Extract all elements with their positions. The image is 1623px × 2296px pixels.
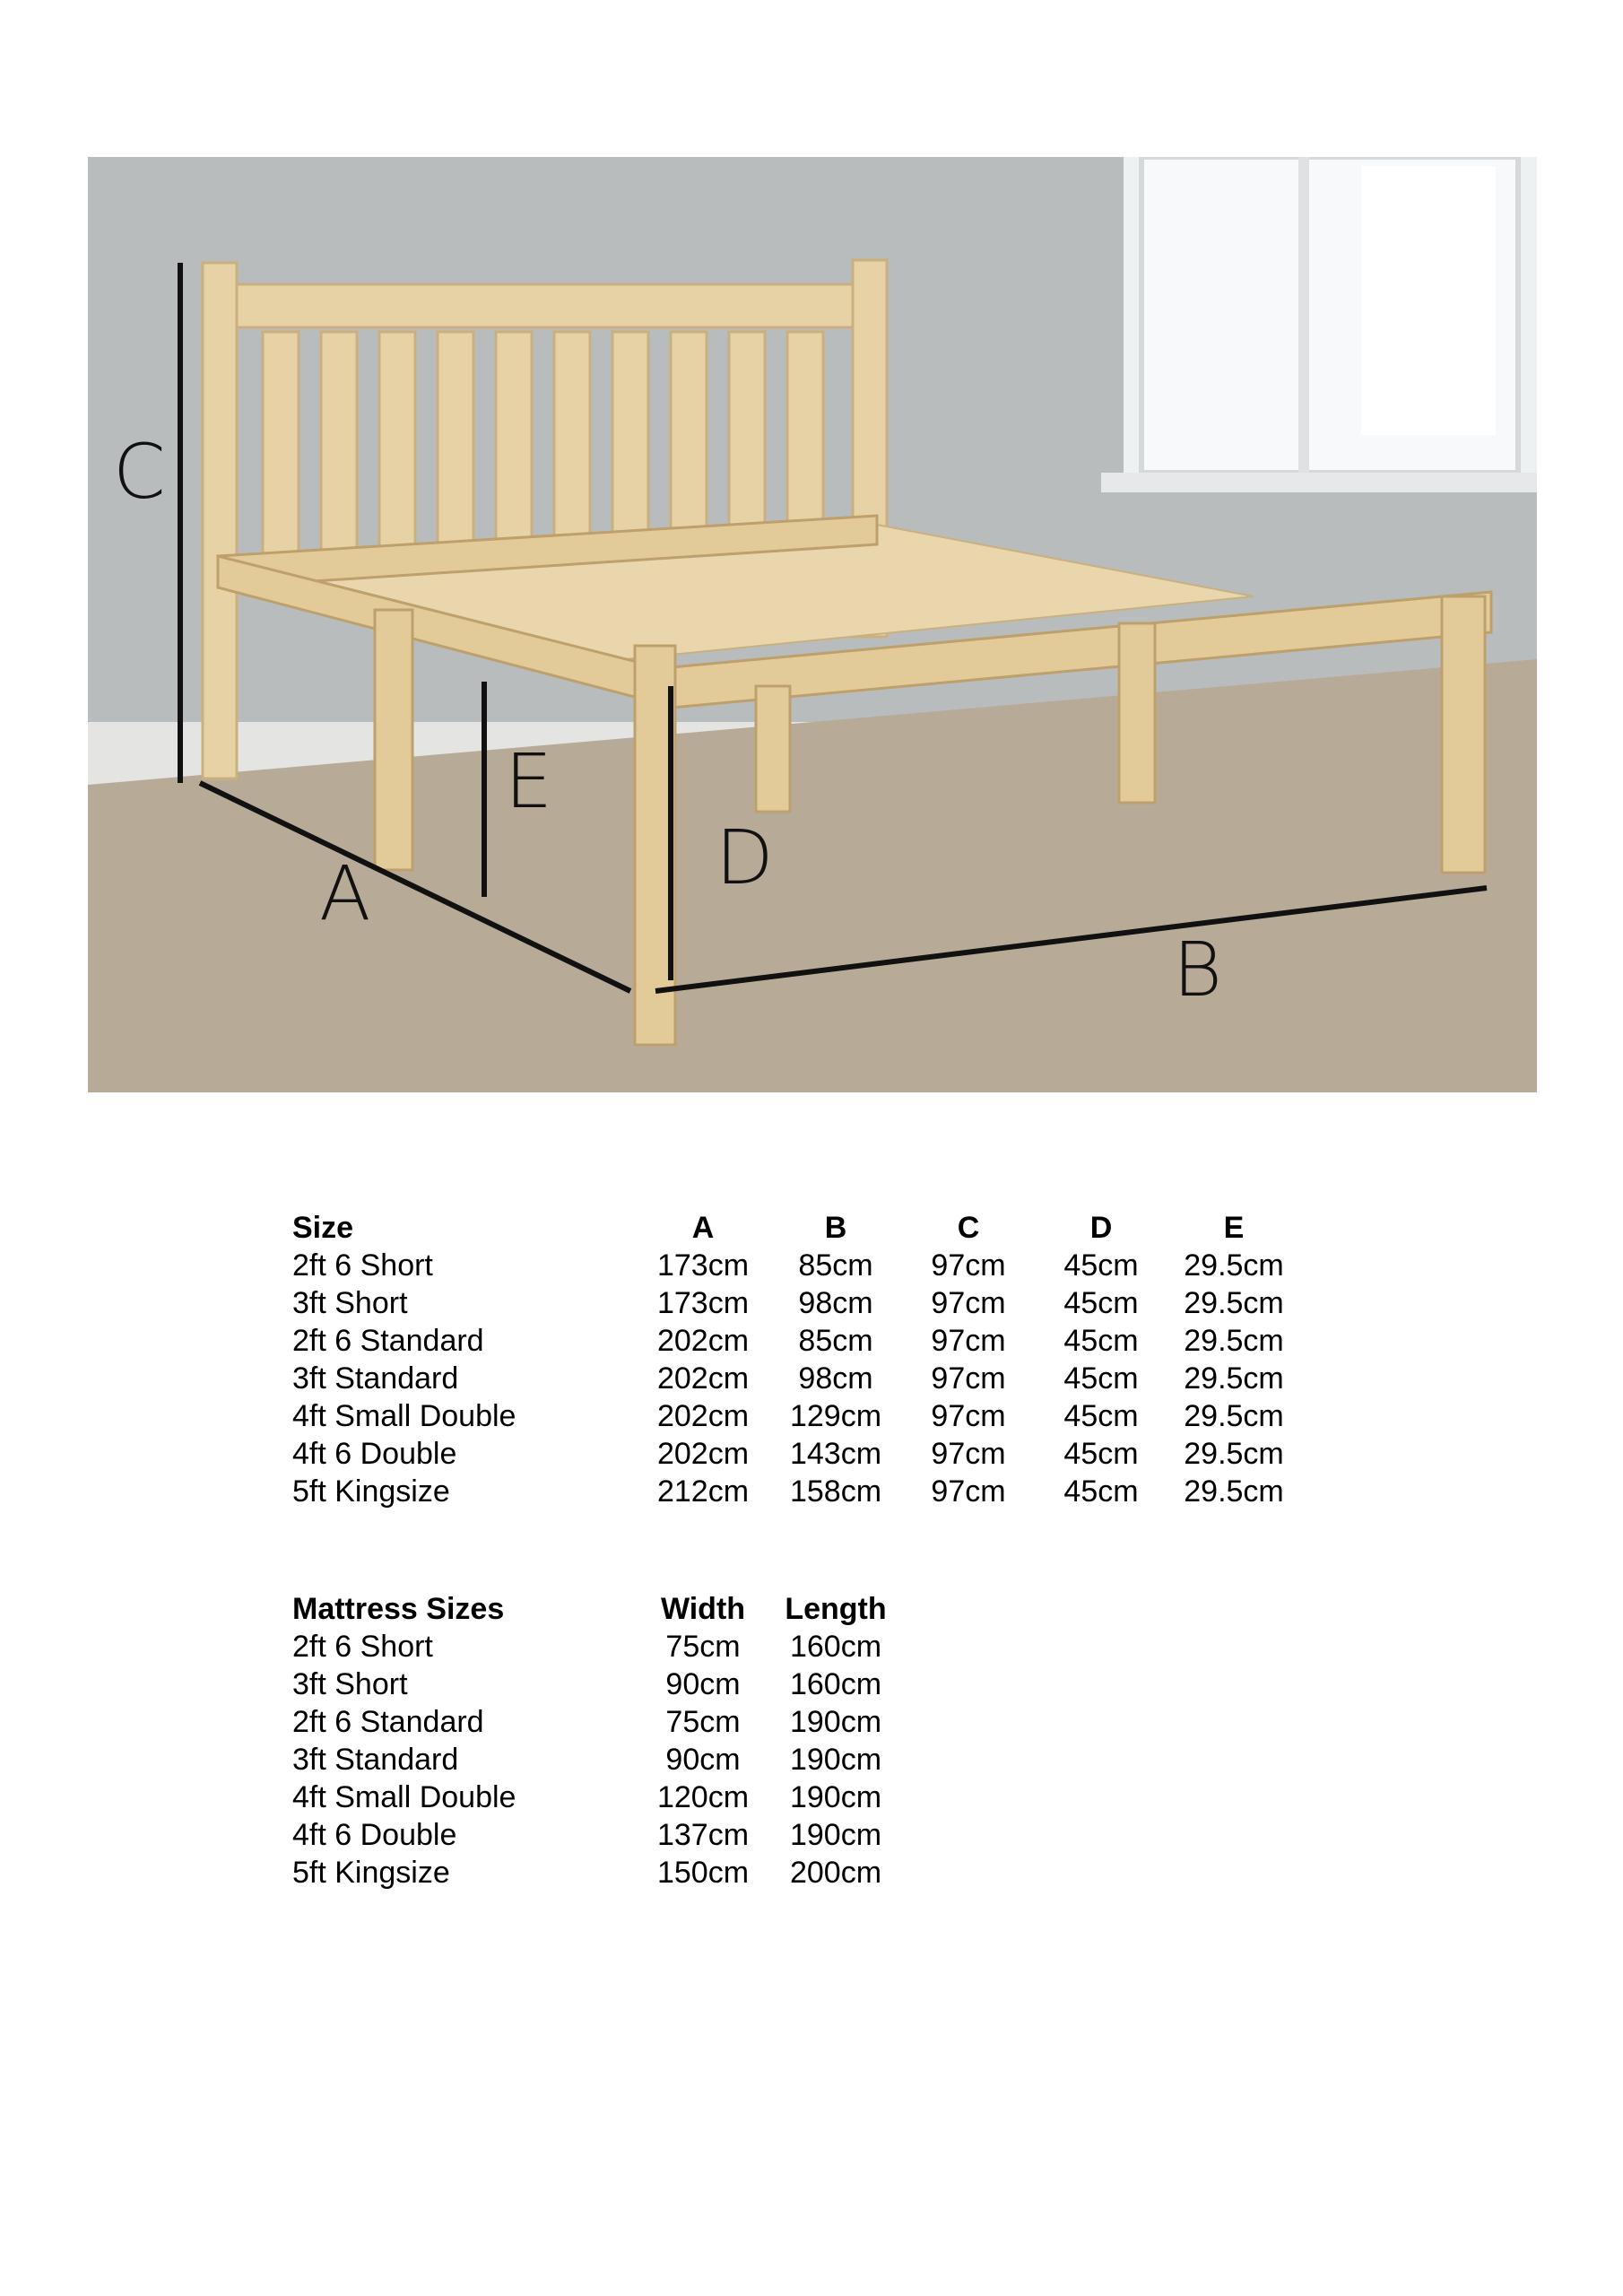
mattress-name: 4ft Small Double bbox=[292, 1780, 516, 1814]
size-name: 2ft 6 Standard bbox=[292, 1324, 484, 1358]
mattress-length: 200cm bbox=[789, 1856, 882, 1890]
dimension-c: 97cm bbox=[931, 1474, 1006, 1509]
dimension-d: 45cm bbox=[1063, 1248, 1139, 1283]
column-header-width: Width bbox=[660, 1592, 746, 1626]
table-row bbox=[292, 1703, 902, 1741]
column-header-a: A bbox=[691, 1211, 715, 1245]
dimension-c: 97cm bbox=[931, 1437, 1006, 1471]
mattress-name: 5ft Kingsize bbox=[292, 1856, 450, 1890]
dimension-b: 143cm bbox=[789, 1437, 882, 1471]
mattress-name: 2ft 6 Short bbox=[292, 1630, 433, 1664]
dimension-e: 29.5cm bbox=[1184, 1474, 1284, 1509]
dimension-b: 98cm bbox=[798, 1286, 873, 1320]
mattress-size-table-grid bbox=[292, 1590, 902, 1892]
mattress-name: 4ft 6 Double bbox=[292, 1818, 457, 1852]
dimension-c: 97cm bbox=[931, 1399, 1006, 1433]
size-name: 4ft Small Double bbox=[292, 1399, 516, 1433]
column-header-size: Size bbox=[292, 1211, 354, 1245]
dimension-b: 158cm bbox=[789, 1474, 882, 1509]
table-row bbox=[292, 1741, 902, 1779]
table-row bbox=[292, 1360, 1300, 1397]
dimension-e: 29.5cm bbox=[1184, 1286, 1284, 1320]
table-row bbox=[292, 1397, 1300, 1435]
dimension-c: 97cm bbox=[931, 1361, 1006, 1396]
column-header-d: D bbox=[1089, 1211, 1113, 1245]
dimension-c: 97cm bbox=[931, 1324, 1006, 1358]
dimension-a: 173cm bbox=[656, 1248, 750, 1283]
dimension-e: 29.5cm bbox=[1184, 1399, 1284, 1433]
size-name: 5ft Kingsize bbox=[292, 1474, 450, 1509]
dimension-a: 202cm bbox=[656, 1324, 750, 1358]
dimension-d: 45cm bbox=[1063, 1286, 1139, 1320]
mattress-name: 3ft Short bbox=[292, 1667, 408, 1701]
dimension-d: 45cm bbox=[1063, 1399, 1139, 1433]
bed-size-table-grid bbox=[292, 1209, 1300, 1510]
dimension-b: 98cm bbox=[798, 1361, 873, 1396]
dimension-d: 45cm bbox=[1063, 1361, 1139, 1396]
dimension-a: 202cm bbox=[656, 1361, 750, 1396]
column-header-length: Length bbox=[785, 1592, 887, 1626]
column-header-c: C bbox=[957, 1211, 980, 1245]
size-name: 2ft 6 Short bbox=[292, 1248, 433, 1283]
column-header-e: E bbox=[1223, 1211, 1245, 1245]
mattress-width: 75cm bbox=[665, 1705, 741, 1739]
bed-dimension-photo bbox=[88, 157, 1537, 1092]
size-name: 3ft Short bbox=[292, 1286, 408, 1320]
mattress-length: 190cm bbox=[789, 1780, 882, 1814]
dimension-e: 29.5cm bbox=[1184, 1248, 1284, 1283]
table-row bbox=[292, 1665, 902, 1703]
dimension-d: 45cm bbox=[1063, 1324, 1139, 1358]
bed-size-header-row bbox=[292, 1209, 1300, 1247]
mattress-length: 160cm bbox=[789, 1630, 882, 1664]
dimension-e: 29.5cm bbox=[1184, 1324, 1284, 1358]
dimension-a: 202cm bbox=[656, 1399, 750, 1433]
table-row bbox=[292, 1779, 902, 1816]
bed-size-table bbox=[292, 1209, 1300, 1510]
column-header-mattress-sizes: Mattress Sizes bbox=[292, 1592, 505, 1626]
table-row bbox=[292, 1854, 902, 1892]
dimension-c: 97cm bbox=[931, 1248, 1006, 1283]
mattress-length: 190cm bbox=[789, 1705, 882, 1739]
mattress-width: 75cm bbox=[665, 1630, 741, 1664]
mattress-header-row bbox=[292, 1590, 902, 1628]
dimension-c: 97cm bbox=[931, 1286, 1006, 1320]
mattress-width: 120cm bbox=[656, 1780, 750, 1814]
column-header-b: B bbox=[824, 1211, 847, 1245]
table-row bbox=[292, 1473, 1300, 1510]
table-row bbox=[292, 1435, 1300, 1473]
table-row bbox=[292, 1816, 902, 1854]
table-row bbox=[292, 1628, 902, 1665]
mattress-name: 2ft 6 Standard bbox=[292, 1705, 484, 1739]
mattress-name: 3ft Standard bbox=[292, 1743, 459, 1777]
dimension-e: 29.5cm bbox=[1184, 1361, 1284, 1396]
window bbox=[1101, 157, 1537, 492]
size-name: 4ft 6 Double bbox=[292, 1437, 457, 1471]
dimension-label-b: B bbox=[1173, 926, 1223, 1013]
dimension-a: 202cm bbox=[656, 1437, 750, 1471]
dimension-a: 212cm bbox=[656, 1474, 750, 1509]
table-row bbox=[292, 1284, 1300, 1322]
dimension-label-e: E bbox=[505, 737, 553, 825]
mattress-width: 90cm bbox=[665, 1667, 741, 1701]
dimension-b: 85cm bbox=[798, 1248, 873, 1283]
dimension-label-d: D bbox=[716, 813, 774, 901]
dimension-d: 45cm bbox=[1063, 1474, 1139, 1509]
mattress-size-table bbox=[292, 1590, 902, 1892]
dimension-label-c: C bbox=[113, 428, 166, 516]
dimension-d: 45cm bbox=[1063, 1437, 1139, 1471]
table-row bbox=[292, 1247, 1300, 1284]
size-name: 3ft Standard bbox=[292, 1361, 459, 1396]
dimension-a: 173cm bbox=[656, 1286, 750, 1320]
mattress-width: 150cm bbox=[656, 1856, 750, 1890]
mattress-length: 160cm bbox=[789, 1667, 882, 1701]
mattress-length: 190cm bbox=[789, 1818, 882, 1852]
mattress-length: 190cm bbox=[789, 1743, 882, 1777]
mattress-width: 90cm bbox=[665, 1743, 741, 1777]
dimension-e: 29.5cm bbox=[1184, 1437, 1284, 1471]
dimension-b: 129cm bbox=[789, 1399, 882, 1433]
dimension-b: 85cm bbox=[798, 1324, 873, 1358]
table-row bbox=[292, 1322, 1300, 1360]
mattress-width: 137cm bbox=[656, 1818, 750, 1852]
dimension-label-a: A bbox=[319, 849, 371, 937]
